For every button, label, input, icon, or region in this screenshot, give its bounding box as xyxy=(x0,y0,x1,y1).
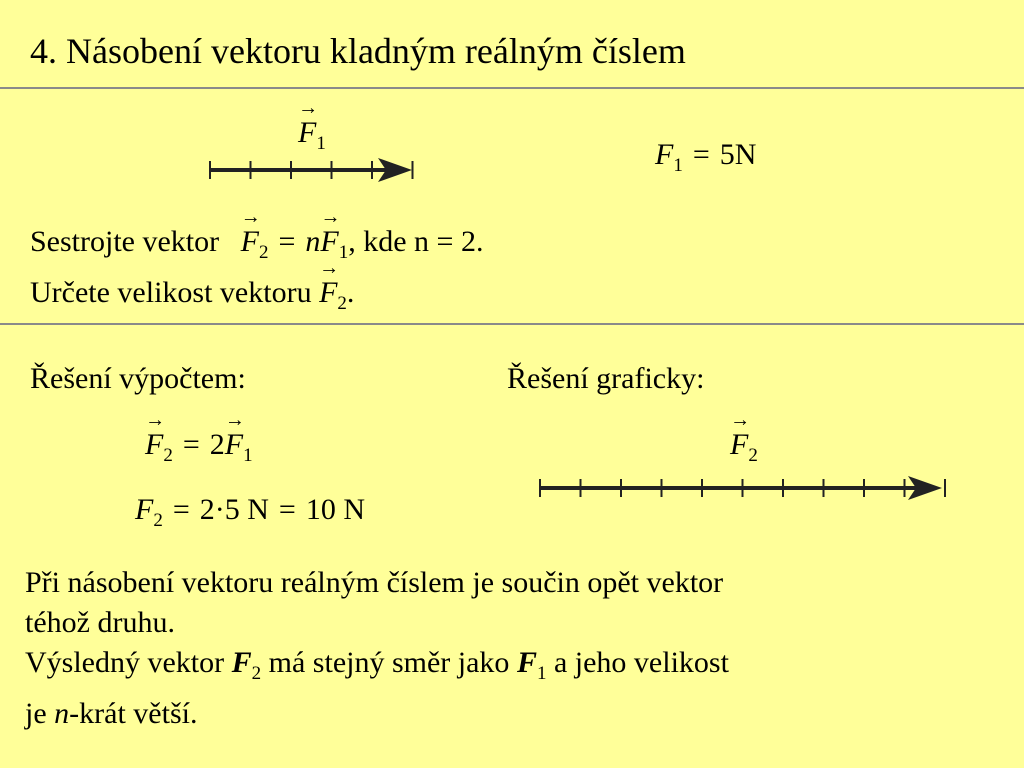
graphic-vector-label: → $F_2$ xyxy=(730,428,758,467)
vector-f2-arrow xyxy=(530,468,950,508)
task-line-2: Určete velikost vektoru → $F_2$. xyxy=(30,276,354,315)
slide-title: 4. Násobení vektoru kladným reálným číslem xyxy=(30,31,686,71)
task-line-1: Sestrojte vektor → $F_2 = n\to F_1$, kde n = 2. xyxy=(30,225,483,264)
conclusion-line-1: Při násobení vektoru reálným číslem je součin opět vektor xyxy=(25,566,724,599)
calc-equation-1: → $F_2 = 2\to F_1$ xyxy=(145,428,253,467)
calc-heading: Řešení výpočtem: xyxy=(30,362,246,395)
conclusion-line-3: Výsledný vektor $F_2$ má stejný směr jako $F_1$ a jeho velikost xyxy=(25,646,729,684)
middle-divider xyxy=(0,323,1024,325)
graphic-heading: Řešení graficky: xyxy=(507,362,705,395)
given-magnitude: $F_1 = 5N$ xyxy=(655,138,757,176)
calc-equation-2: $F_2 = 2\cdot 5$ N = 10 N xyxy=(135,493,365,531)
vector-f1-arrow xyxy=(200,150,420,190)
top-divider xyxy=(0,87,1024,89)
top-vector-label: → $F_1$ xyxy=(298,116,326,155)
conclusion-line-4: je n-krát větší. xyxy=(25,697,198,730)
conclusion-text xyxy=(25,563,729,734)
conclusion-line-2: téhož druhu. xyxy=(25,606,175,639)
